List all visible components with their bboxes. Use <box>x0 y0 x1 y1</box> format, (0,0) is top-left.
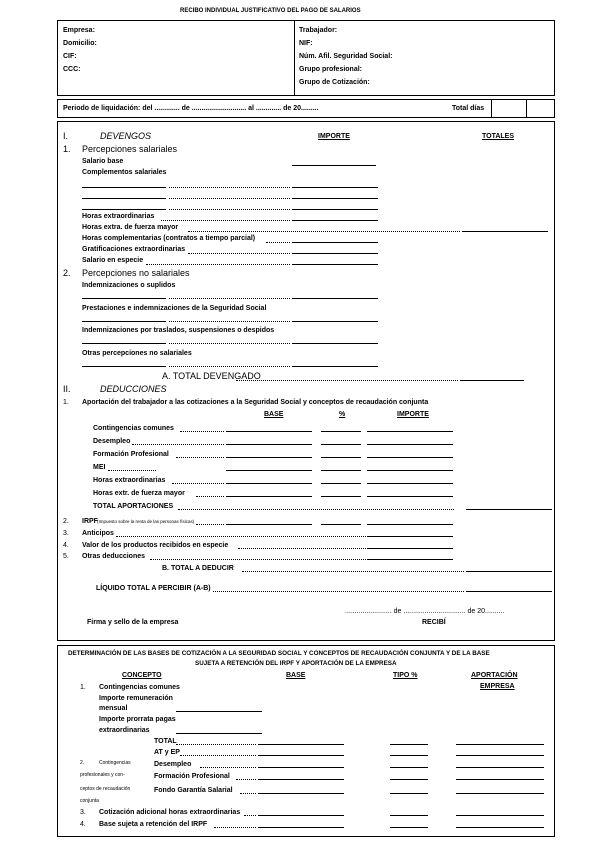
total-deducir-label: B. TOTAL A DEDUCIR <box>162 565 234 572</box>
total-devengado-label: A. TOTAL DEVENGADO <box>162 371 261 381</box>
tipo-header: TIPO % <box>393 672 418 679</box>
aportacion-trabajador-title: Aportación del trabajador a las cotizaciones a la Seguridad Social y conceptos de recaudación conjunta <box>82 399 429 406</box>
bases-fogasa-label: Fondo Garantía Salarial <box>154 787 233 794</box>
complementos-label: Complementos salariales <box>82 169 167 176</box>
mensual-label: mensual <box>99 705 128 712</box>
base-irpf-label: Base sujeta a retención del IRPF <box>99 821 208 828</box>
at-ep-label: AT y EP <box>154 749 180 756</box>
total-aportaciones-label: TOTAL APORTACIONES <box>93 503 174 510</box>
sec1-num: 1. <box>63 144 71 154</box>
bases-title-line2: SUJETA A RETENCIÓN DEL IRPF Y APORTACIÓN DE LA EMPRESA <box>195 660 397 667</box>
grupo-profesional-label: Grupo profesional: <box>299 66 362 73</box>
ded-sec1-num: 1. <box>63 399 69 406</box>
ded-pct-header: % <box>339 411 346 418</box>
main-box <box>57 121 555 641</box>
bases-title-line1: DETERMINACIÓN DE LAS BASES DE COTIZACIÓN A LA SEGURIDAD SOCIAL Y CONCEPTOS DE RECAUDACIÓN CONJUNTA Y DE LA BASE <box>68 650 490 657</box>
page-title: RECIBO INDIVIDUAL JUSTIFICATIVO DEL PAGO DE SALARIOS <box>180 8 361 14</box>
anticipos-num: 3. <box>63 530 69 537</box>
otras-percepciones-label: Otras percepciones no salariales <box>82 350 192 357</box>
irpf-label: IRPF <box>82 518 98 525</box>
irpf-note: (Impuesto sobre la renta de las personas físicas) <box>97 519 195 524</box>
bases-sec1-num: 1. <box>80 684 86 691</box>
devengos-roman: I. <box>63 131 69 141</box>
ded-importe-header: IMPORTE <box>397 411 429 418</box>
afiliacion-label: Núm. Afil. Seguridad Social: <box>299 53 393 60</box>
devengos-title: DEVENGOS <box>100 131 152 141</box>
horas-complementarias-label: Horas complementarias (contratos a tiempo parcial) <box>82 235 256 242</box>
horas-fuerza-mayor-label: Horas extra. de fuerza mayor <box>82 224 179 231</box>
signature-date: ........................ de ................................ de 20.......... <box>345 608 505 615</box>
total-days-label: Total días <box>452 105 485 112</box>
deducciones-title: DEDUCCIONES <box>100 384 167 394</box>
ded-base-header: BASE <box>264 411 284 418</box>
devengos-totales-header: TOTALES <box>482 133 515 140</box>
bases-cont-comunes: Contingencias comunes <box>99 684 180 691</box>
salario-especie-label: Salario en especie <box>82 257 144 264</box>
devengos-importe-header: IMPORTE <box>318 133 350 140</box>
bases-formacion-label: Formación Profesional <box>154 773 230 780</box>
bases-sec2-num: 2. <box>80 760 85 766</box>
firma-empresa-label: Firma y sello de la empresa <box>87 619 179 626</box>
ccc-label: CCC: <box>63 66 81 73</box>
extraordinarias-label: extraordinarias <box>99 727 150 734</box>
concepto-header: CONCEPTO <box>122 672 162 679</box>
irpf-num: 2. <box>63 518 69 525</box>
gratificaciones-label: Gratificaciones extraordinarias <box>82 246 186 253</box>
sec2-num: 2. <box>63 268 71 278</box>
bases-total-label: TOTAL <box>154 738 177 745</box>
ded-horas-extra-label: Horas extraordinarias <box>93 477 166 484</box>
percepciones-no-salariales-title: Percepciones no salariales <box>82 268 190 278</box>
especie-num: 4. <box>63 542 69 549</box>
prorrata-label: Importe prorrata pagas <box>99 716 176 723</box>
sec2-label-2: profesionales y con- <box>80 772 125 778</box>
importe-remuneracion-label: Importe remuneración <box>99 695 173 702</box>
recibi-label: RECIBÍ <box>422 619 446 626</box>
cif-label: CIF: <box>63 53 77 60</box>
desempleo-label: Desempleo <box>93 438 131 445</box>
domicilio-label: Domicilio: <box>63 40 97 47</box>
period-label: Periodo de liquidación: del ............. de ............................ al ............. de 20......... <box>63 105 319 112</box>
bases-base-header: BASE <box>286 672 306 679</box>
bases-desempleo-label: Desempleo <box>154 761 192 768</box>
bases-sec3-num: 3. <box>80 809 86 816</box>
empresa-label: Empresa: <box>63 27 95 34</box>
sec2-label-4: conjunta <box>80 798 99 804</box>
indemnizaciones-label: Indemnizaciones o suplidos <box>82 282 176 289</box>
horas-extra-label: Horas extraordinarias <box>82 213 155 220</box>
aportacion-header: APORTACIÓN <box>471 672 518 679</box>
mei-label: MEI <box>93 464 106 471</box>
bases-sec4-num: 4. <box>80 821 86 828</box>
sec2-label-1: Contingencias <box>99 760 131 766</box>
prestaciones-label: Prestaciones e indemnizaciones de la Seguridad Social <box>82 305 267 312</box>
ded-horas-fuerza-label: Horas extr. de fuerza mayor <box>93 490 185 497</box>
otras-ded-label: Otras deducciones <box>82 553 146 560</box>
anticipos-label: Anticipos <box>82 530 114 537</box>
deducciones-roman: II. <box>63 384 71 394</box>
salario-base-label: Salario base <box>82 158 124 165</box>
trabajador-label: Trabajador: <box>299 27 338 34</box>
grupo-cotizacion-label: Grupo de Cotización: <box>299 79 370 86</box>
liquido-label: LÍQUIDO TOTAL A PERCIBIR (A-B) <box>96 585 211 592</box>
cont-comunes-label: Contingencias comunes <box>93 425 174 432</box>
formacion-label: Formación Profesional <box>93 451 169 458</box>
otras-ded-num: 5. <box>63 553 69 560</box>
sec2-label-3: ceptos de recaudación <box>80 786 131 792</box>
nif-label: NIF: <box>299 40 313 47</box>
cotizacion-adicional-label: Cotización adicional horas extraordinarias <box>99 809 241 816</box>
especie-label: Valor de los productos recibidos en especie <box>82 542 229 549</box>
percepciones-salariales-title: Percepciones salariales <box>82 144 178 154</box>
traslados-label: Indemnizaciones por traslados, suspensiones o despidos <box>82 327 275 334</box>
empresa-header: EMPRESA <box>480 683 515 690</box>
